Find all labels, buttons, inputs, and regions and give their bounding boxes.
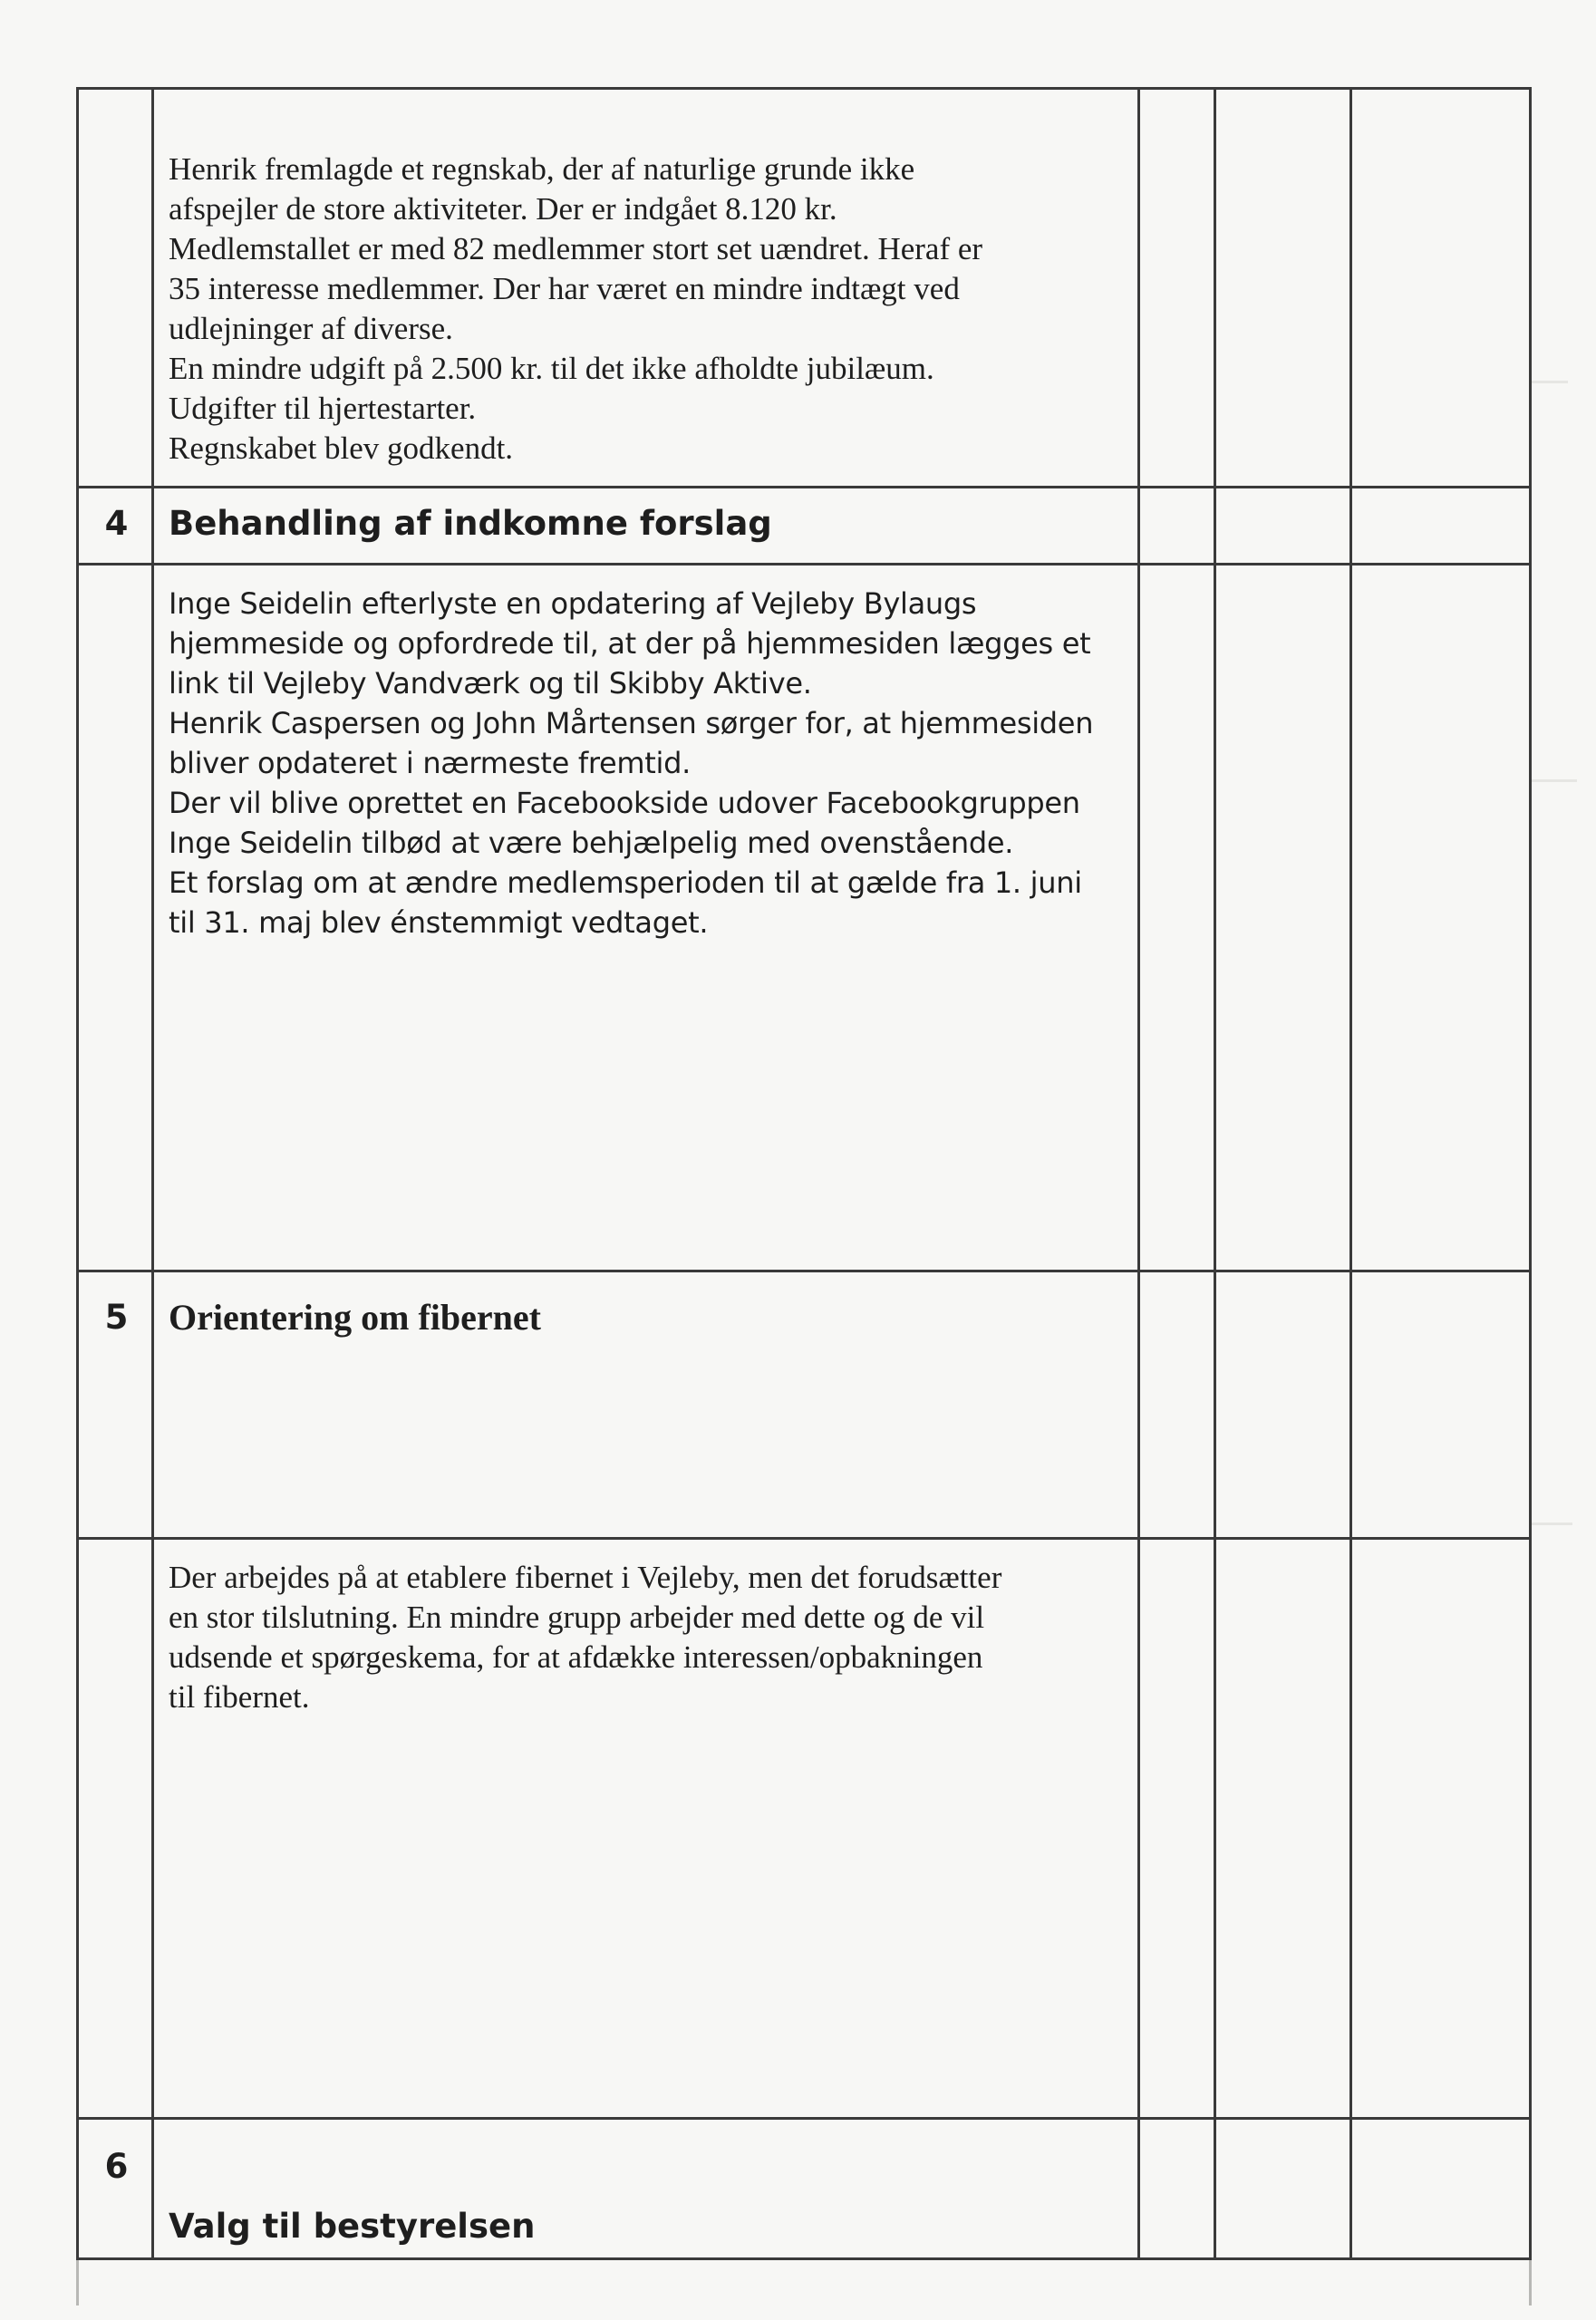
accounts-paragraph: Henrik fremlagde et regnskab, der af naturlige grunde ikke afspejler de store aktiviteter. Der er indgået 8.120 kr. Medlemstallet er med 82 medlemmer stort set uændret. Heraf er 35 interesse medlemmer. Der har været en mindre indtægt ved udlejninger af diverse. En mindre udgift på 2.500 kr. til det ikke afholdte jubilæum. Udgifter til hjertestarter. Regnskabet blev godkendt. [169, 151, 983, 466]
empty-cell [1216, 1540, 1352, 2117]
table-continuation-line [1529, 2260, 1532, 2306]
empty-cell [1216, 566, 1352, 1270]
bleed-through-line [1532, 779, 1577, 782]
content-cell [154, 566, 1140, 1270]
empty-cell [1140, 1540, 1216, 2117]
empty-cell [1352, 488, 1532, 563]
table-row [79, 566, 1529, 1272]
item-number: 4 [104, 504, 129, 543]
table-row [79, 2120, 1529, 2260]
content-cell [154, 2120, 1140, 2260]
empty-cell [1216, 488, 1352, 563]
content-cell [154, 90, 1140, 486]
empty-cell [1352, 566, 1532, 1270]
empty-cell [1140, 488, 1216, 563]
item-number-cell [79, 566, 154, 1270]
table-row [79, 1540, 1529, 2120]
table-row [79, 488, 1529, 566]
empty-cell [1216, 1272, 1352, 1537]
table-row [79, 1272, 1529, 1540]
empty-cell [1140, 566, 1216, 1270]
proposals-paragraph: Inge Seidelin efterlyste en opdatering af Vejleby Bylaugs hjemmeside og opfordrede til, at der på hjemmesiden lægges et link til Vejleby Vandværk og til Skibby Aktive. Henrik Caspersen og John Mårtensen sørger for, at hjemmesiden bliver opdateret i nærmeste fremtid. Der vil blive oprettet en Facebookside udover Facebookgruppen Inge Seidelin tilbød at være behjælpelig med ovenstående. Et forslag om at ændre medlemsperioden til at gælde fra 1. juni til 31. maj blev énstemmigt vedtaget. [169, 586, 1094, 940]
item-number: 6 [104, 2147, 129, 2186]
item-number-cell [79, 90, 154, 486]
empty-cell [1216, 2120, 1352, 2260]
bleed-through-line [1532, 1522, 1572, 1525]
empty-cell [1352, 1540, 1532, 2117]
agenda-heading: Behandling af indkomne forslag [169, 504, 772, 543]
fibernet-paragraph: Der arbejdes på at etablere fibernet i Vejleby, men det forudsætter en stor tilslutning. En mindre grupp arbejder med dette og de vil udsende et spørgeskema, for at afdække interessen/opbakningen til fibernet. [169, 1560, 1002, 1715]
item-number: 5 [104, 1298, 129, 1337]
empty-cell [1140, 1272, 1216, 1537]
item-number-cell [79, 1540, 154, 2117]
table-continuation-line [76, 2260, 79, 2306]
empty-cell [1352, 2120, 1532, 2260]
empty-cell [1352, 1272, 1532, 1537]
empty-cell [1216, 90, 1352, 486]
empty-cell [1352, 90, 1532, 486]
bleed-through-line [1532, 381, 1568, 383]
empty-cell [1140, 90, 1216, 486]
item-number-cell [79, 2120, 154, 2260]
agenda-heading: Orientering om fibernet [169, 1297, 541, 1338]
item-number-cell [79, 1272, 154, 1537]
content-cell [154, 1540, 1140, 2117]
agenda-heading: Valg til bestyrelsen [169, 2207, 536, 2246]
item-number-cell [79, 488, 154, 563]
content-cell [154, 1272, 1140, 1537]
minutes-table [76, 87, 1532, 2260]
table-row [79, 90, 1529, 488]
content-cell [154, 488, 1140, 563]
empty-cell [1140, 2120, 1216, 2260]
